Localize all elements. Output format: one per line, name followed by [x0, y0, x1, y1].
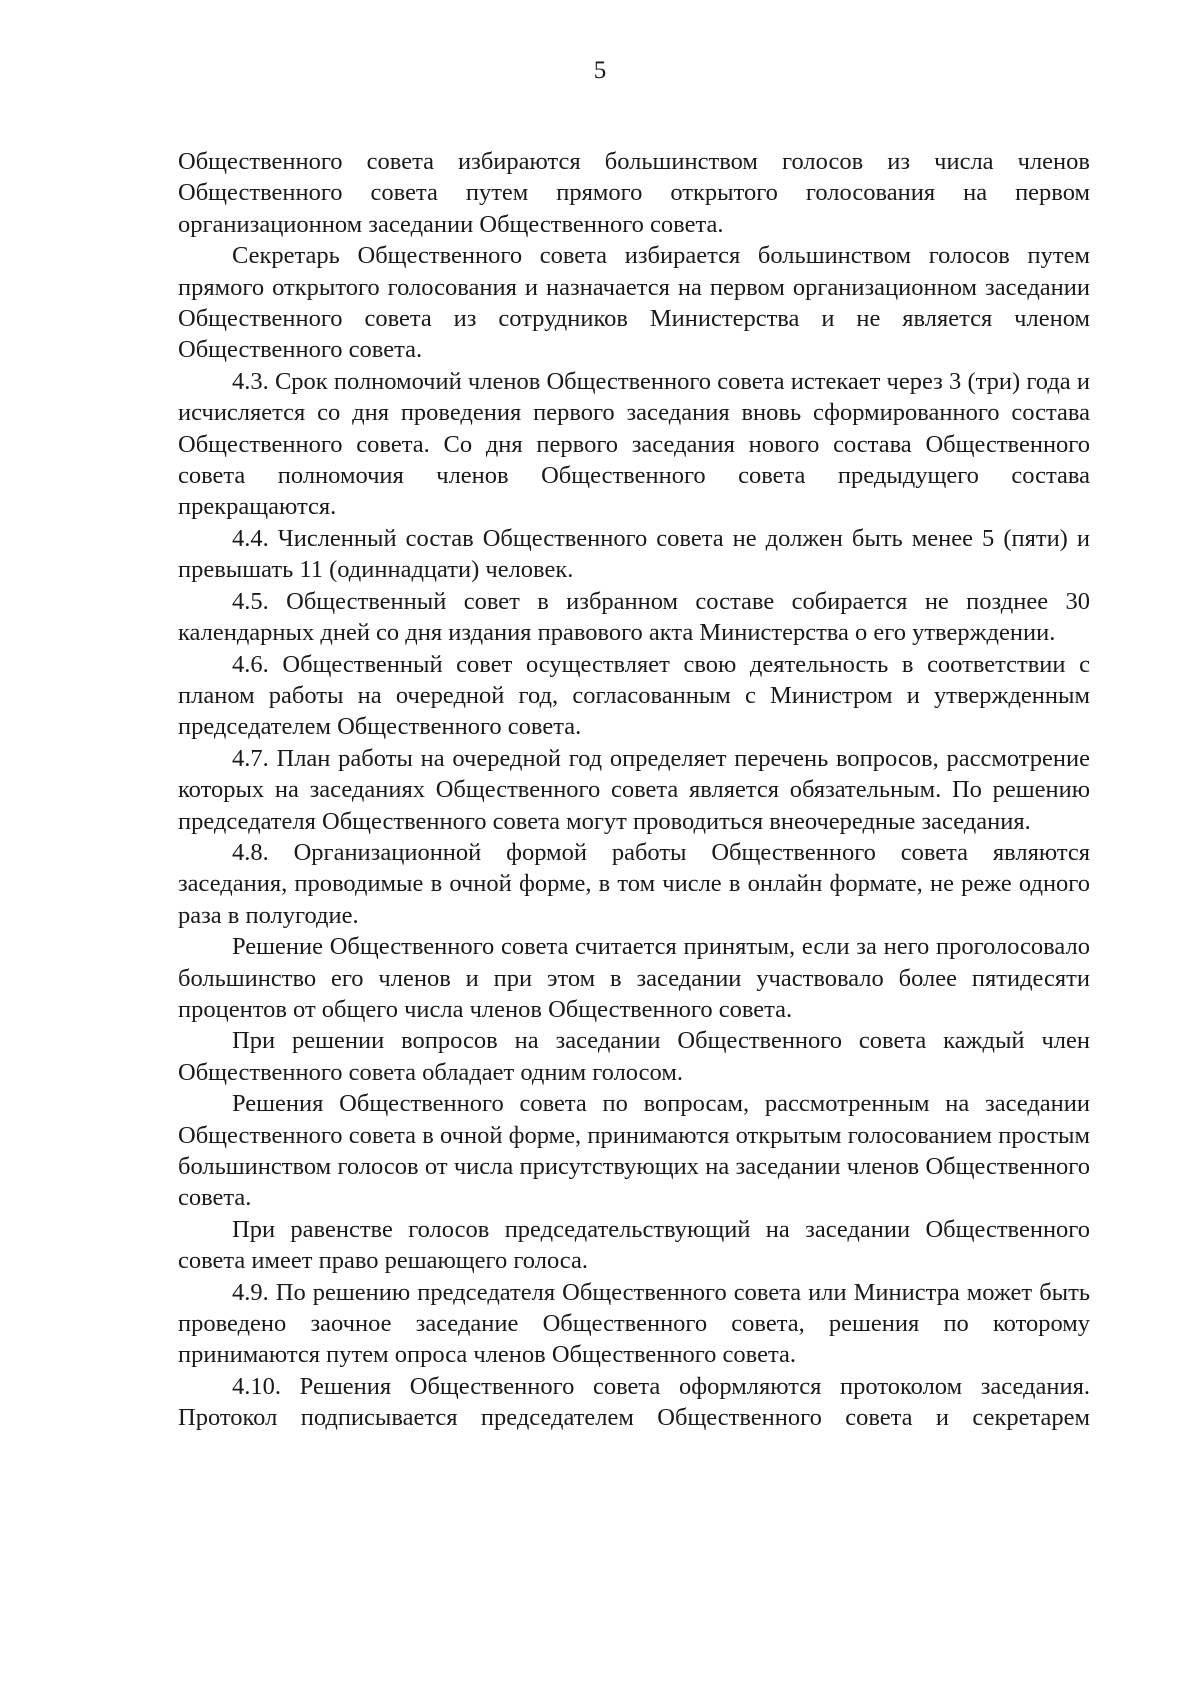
paragraph-4-3: 4.3. Срок полномочий членов Общественного совета истекает через 3 (три) года и исчисляется со дня проведения первого заседания вновь сформированного состава Общественного совета. Со дня первого заседания нового состава Общественного совета полномочия членов Общественного совета предыдущего состава прекращаются. [178, 367, 1090, 521]
paragraph-decision: Решение Общественного совета считается принятым, если за него проголосовало большинство его членов и при этом в заседании участвовало более пятидесяти процентов от общего числа членов Общественного совета. [178, 933, 1090, 1023]
paragraph-4-6: 4.6. Общественный совет осуществляет свою деятельность в соответствии с планом работы на очередной год, согласованным с Министром и утвержденным председателем Общественного совета. [178, 650, 1090, 741]
page-number: 5 [593, 57, 607, 84]
paragraph-4-10: 4.10. Решения Общественного совета оформляются протоколом заседания. Протокол подписывается председателем Общественного совета и секретарем [178, 1372, 1090, 1432]
paragraph-4-8: 4.8. Организационной формой работы Общественного совета являются заседания, проводимые в очной форме, в том числе в онлайн формате, не реже одного раза в полугодие. [178, 838, 1090, 929]
paragraph-4-5: 4.5. Общественный совет в избранном составе собирается не позднее 30 календарных дней со дня издания правового акта Министерства о его утверждении. [178, 587, 1090, 647]
paragraph-continuation: Общественного совета избираются большинством голосов из числа членов Общественного совета путем прямого открытого голосования на первом организационном заседании Общественного совета. [178, 148, 1090, 238]
paragraph-secretary: Секретарь Общественного совета избирается большинством голосов путем прямого открытого голосования и назначается на первом организационном заседании Общественного совета из сотрудников Министерства и не является членом Общественного совета. [178, 242, 1090, 364]
paragraph-decisions-open-vote: Решения Общественного совета по вопросам, рассмотренным на заседании Общественного совета в очной форме, принимаются открытым голосованием простым большинством голосов от числа присутствующих на заседании членов Общественного совета. [178, 1090, 1090, 1212]
document-body [178, 146, 1090, 1434]
paragraph-4-7: 4.7. План работы на очередной год определяет перечень вопросов, рассмотрение которых на заседаниях Общественного совета является обязательным. По решению председателя Общественного совета могут проводиться внеочередные заседания. [178, 744, 1090, 835]
paragraph-4-9: 4.9. По решению председателя Общественного совета или Министра может быть проведено заочное заседание Общественного совета, решения по которому принимаются путем опроса членов Общественного совета. [178, 1278, 1090, 1369]
paragraph-votes: При решении вопросов на заседании Общественного совета каждый член Общественного совета обладает одним голосом. [178, 1027, 1090, 1086]
paragraph-tie-vote: При равенстве голосов председательствующий на заседании Общественного совета имеет право решающего голоса. [178, 1215, 1090, 1275]
paragraph-4-4: 4.4. Численный состав Общественного совета не должен быть менее 5 (пяти) и превышать 11 (одиннадцати) человек. [178, 524, 1090, 584]
